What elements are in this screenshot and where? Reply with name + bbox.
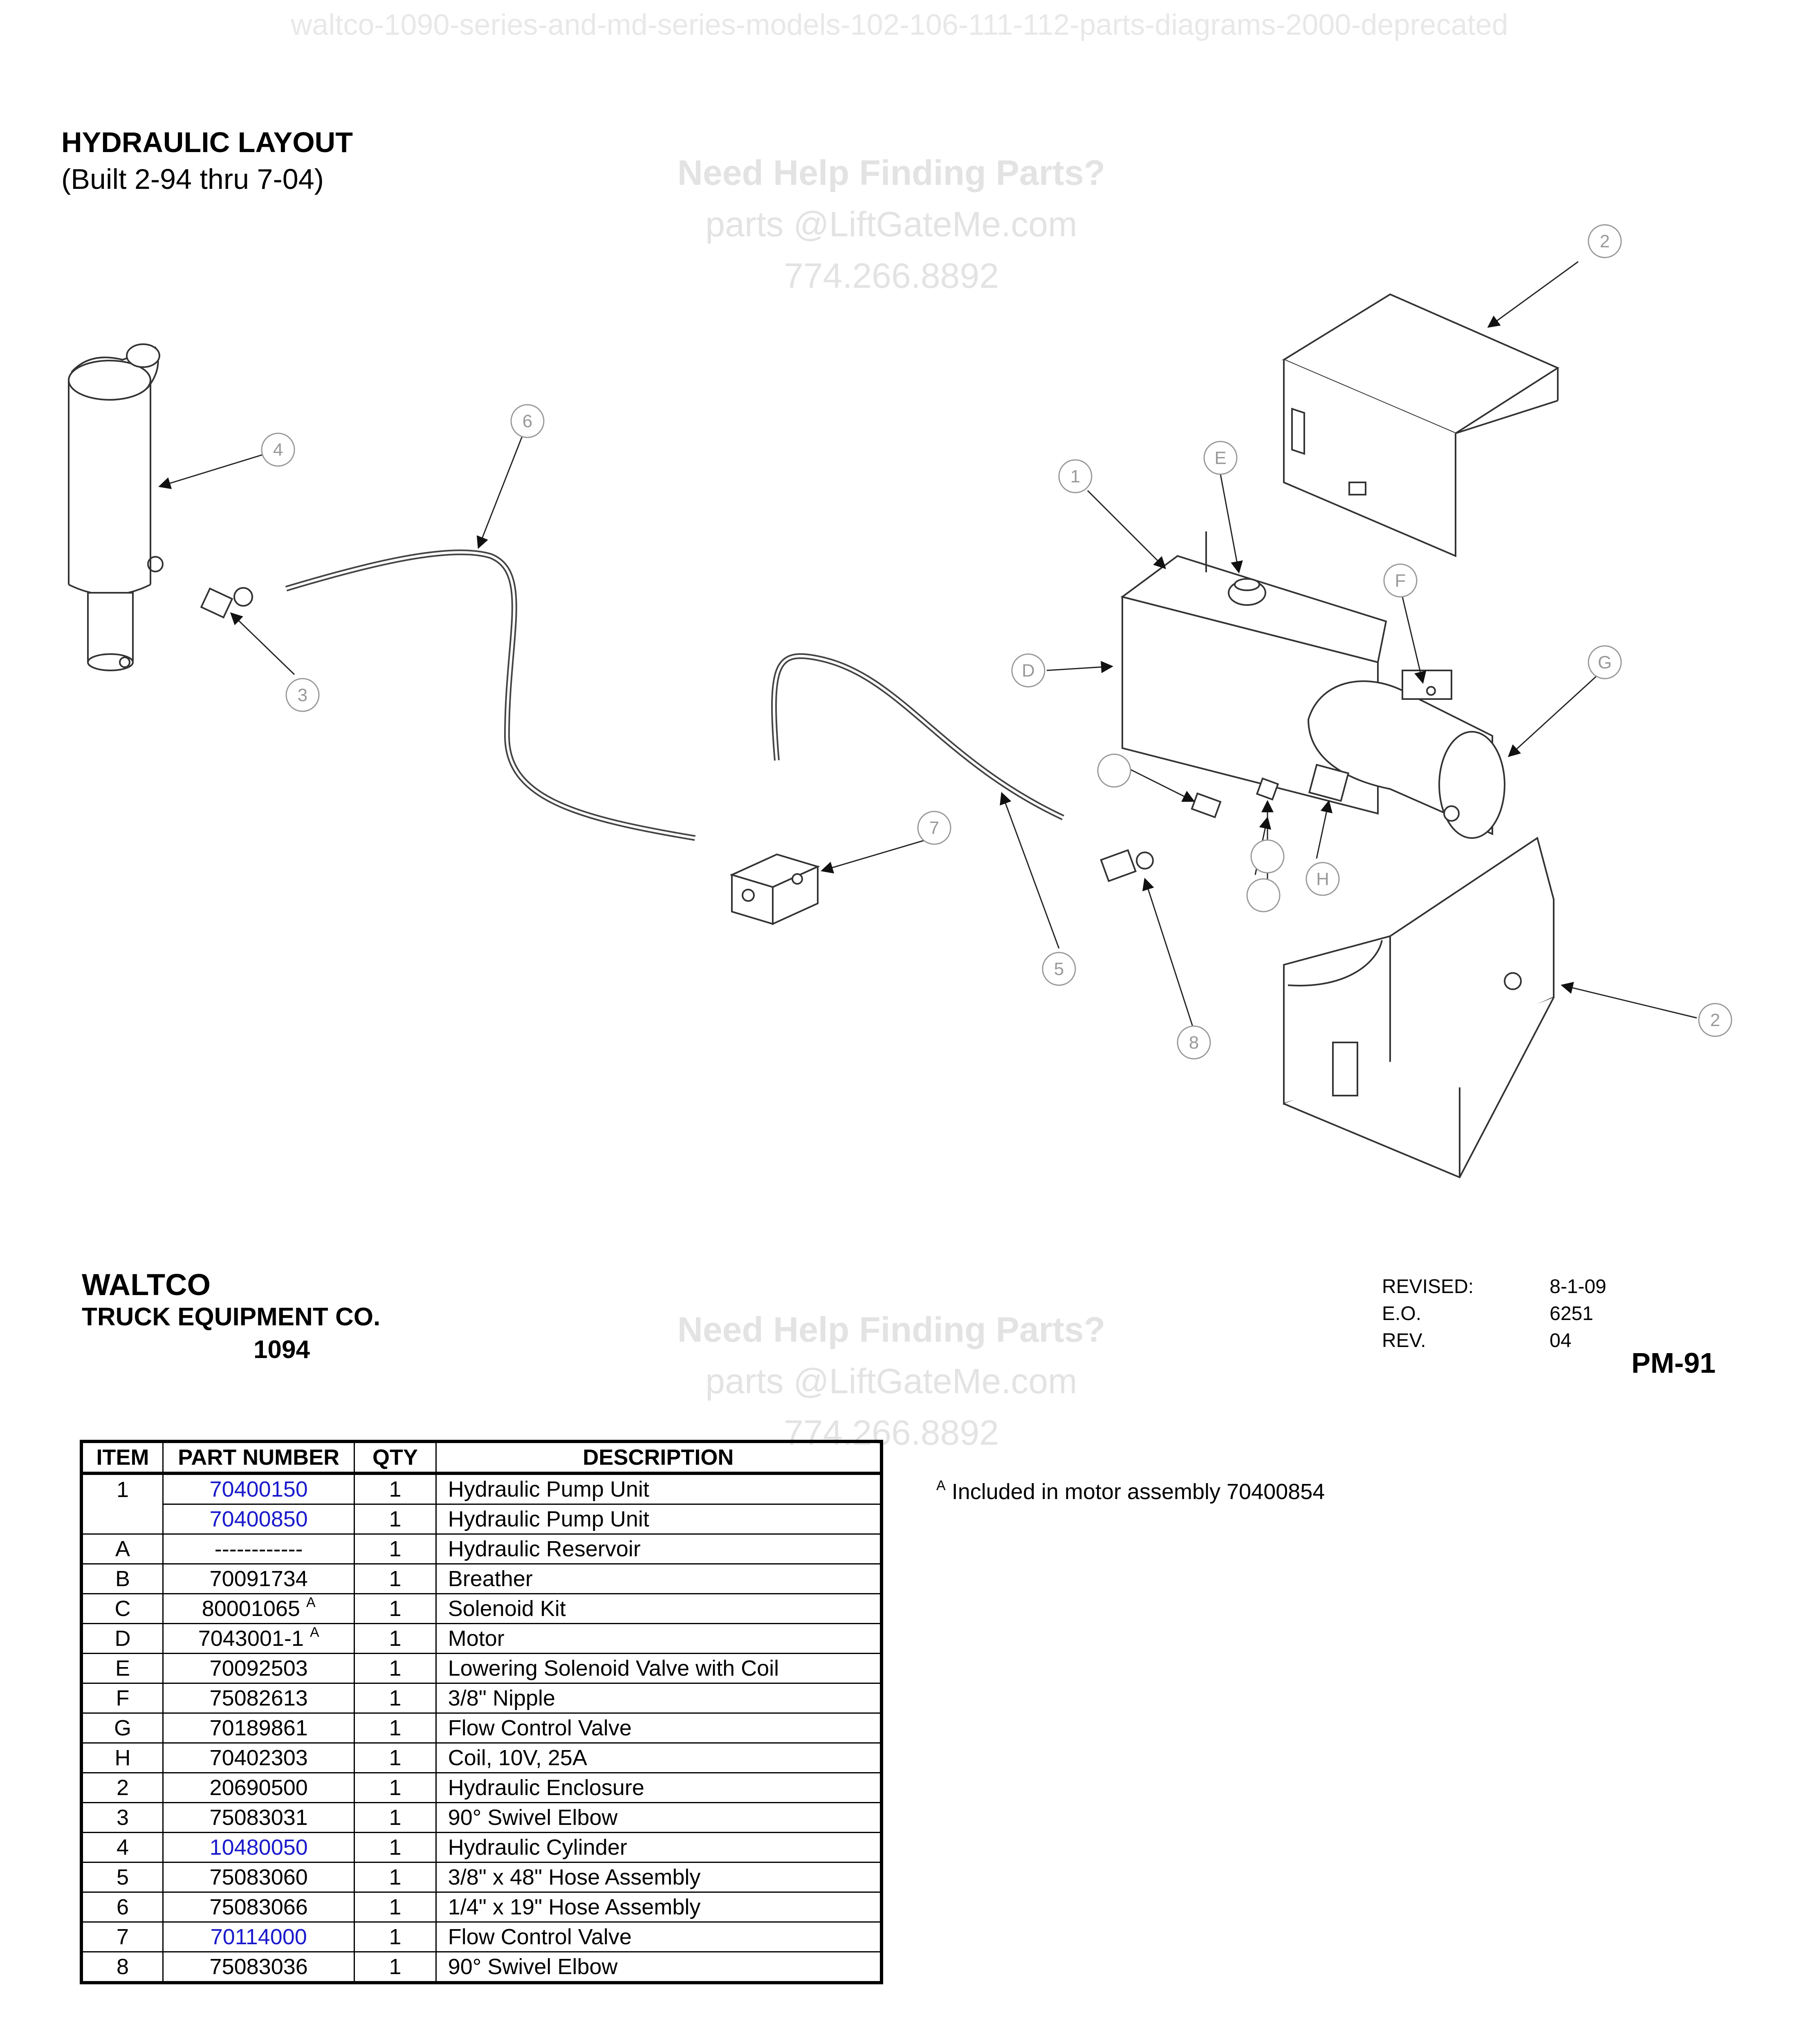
help-line-1: Need Help Finding Parts? [677,1310,1106,1349]
cell-part-number [163,1624,354,1654]
svg-text:4: 4 [273,440,283,460]
page-subtitle: (Built 2-94 thru 7-04) [61,163,324,195]
table-row [81,1654,882,1683]
table-row [81,1833,882,1862]
footnote-ref: A [306,1595,316,1610]
part-number-text: 20690500 [209,1775,308,1800]
table-row [81,1624,882,1654]
svg-text:H: H [1316,869,1329,889]
cell-description: Coil, 10V, 25A [436,1743,882,1773]
cell-part-number [163,1892,354,1922]
part-number-link[interactable] [163,1504,354,1534]
hydraulic-cylinder [69,344,163,670]
table-row [81,1713,882,1743]
part-number-text[interactable]: 70400850 [209,1507,308,1531]
part-number-text: ------------ [214,1537,303,1561]
hydraulic-enclosure-top [1284,294,1558,556]
company-name: WALTCO [82,1268,211,1302]
svg-text:2: 2 [1599,231,1610,251]
part-number-link[interactable] [163,1833,354,1862]
cell-qty: 1 [354,1833,436,1862]
revised-value: 8-1-09 [1550,1276,1606,1298]
table-row [81,1564,882,1594]
footnote-marker: A [936,1478,946,1493]
cell-qty: 1 [354,1504,436,1534]
part-number-text[interactable]: 10480050 [209,1835,308,1860]
cell-qty: 1 [354,1534,436,1564]
svg-text:5: 5 [1054,959,1064,979]
document-watermark: waltco-1090-series-and-md-series-models-102-106-111-112-parts-diagrams-2000-deprecated [291,9,1508,41]
cell-part-number [163,1713,354,1743]
header-part-number: PART NUMBER [163,1441,354,1473]
rev-value: 04 [1550,1330,1572,1351]
table-row [81,1773,882,1803]
help-line-1: Need Help Finding Parts? [677,153,1106,193]
table-row [81,1683,882,1713]
cell-item: 5 [81,1862,163,1892]
table-row [81,1743,882,1773]
svg-text:3: 3 [297,685,308,705]
part-number-text: 75083036 [209,1954,308,1979]
callout-2-top [1588,225,1621,258]
cell-item: 6 [81,1892,163,1922]
eo-value: 6251 [1550,1303,1593,1325]
part-number-text[interactable]: 70114000 [210,1925,307,1949]
cell-description: Flow Control Valve [436,1713,882,1743]
callout-1 [1059,460,1092,493]
cell-qty: 1 [354,1773,436,1803]
cell-item: 2 [81,1773,163,1803]
swivel-elbow-8 [1101,850,1153,881]
cell-part-number [163,1594,354,1624]
part-number-link[interactable] [163,1473,354,1504]
cell-qty: 1 [354,1564,436,1594]
part-number-text: 75083031 [209,1805,308,1830]
callout-4 [262,433,294,466]
table-row [81,1862,882,1892]
callout-5 [1043,953,1075,985]
header-item: ITEM [81,1441,163,1473]
header-qty: QTY [354,1441,436,1473]
cell-description: Hydraulic Reservoir [436,1534,882,1564]
cell-qty: 1 [354,1594,436,1624]
callout-d [1588,646,1621,679]
company-subtitle: TRUCK EQUIPMENT CO. [82,1303,381,1331]
rev-label: REV. [1382,1330,1426,1351]
cell-qty: 1 [354,1654,436,1683]
cell-item: F [81,1683,163,1713]
parts-table [80,1440,883,1984]
part-number-text: 70091734 [209,1567,308,1591]
cell-description: 90° Swivel Elbow [436,1803,882,1833]
cell-qty: 1 [354,1862,436,1892]
part-number-text: 7043001-1 [198,1626,304,1651]
callout-8 [1178,1026,1210,1059]
cell-qty: 1 [354,1892,436,1922]
cell-part-number [163,1683,354,1713]
svg-text:7: 7 [929,818,940,838]
callout-e [1306,863,1339,895]
part-number-text: 75082613 [209,1686,308,1710]
cell-part-number [163,1952,354,1983]
svg-text:8: 8 [1189,1033,1199,1053]
cell-item: A [81,1534,163,1564]
callout-b [1204,442,1237,474]
part-number-text: 70189861 [209,1716,308,1740]
cell-description: Lowering Solenoid Valve with Coil [436,1654,882,1683]
part-number-text: 80001065 [202,1596,300,1621]
table-row [81,1473,882,1504]
cell-description: 1/4" x 19" Hose Assembly [436,1892,882,1922]
cell-description: Hydraulic Cylinder [436,1833,882,1862]
cell-description: 90° Swivel Elbow [436,1952,882,1983]
cell-part-number [163,1534,354,1564]
cell-item: B [81,1564,163,1594]
flow-control-valve-7 [732,854,818,924]
help-line-3: 774.266.8892 [783,256,999,296]
cell-part-number [163,1862,354,1892]
callout-3 [286,679,319,711]
cell-part-number [163,1743,354,1773]
cell-qty: 1 [354,1683,436,1713]
cell-qty: 1 [354,1624,436,1654]
callout-7 [918,811,951,844]
cell-qty: 1 [354,1473,436,1504]
part-number-text: 70092503 [209,1656,308,1681]
svg-text:G: G [1597,652,1612,672]
table-header-row [81,1441,882,1473]
callout-f [1251,840,1284,873]
cell-qty: 1 [354,1922,436,1952]
part-number-text[interactable]: 70400150 [209,1477,308,1502]
cell-description: Hydraulic Enclosure [436,1773,882,1803]
header-description: DESCRIPTION [436,1441,882,1473]
part-number-text: 70402303 [209,1746,308,1770]
cell-item [81,1504,163,1534]
cell-description: Hydraulic Pump Unit [436,1473,882,1504]
svg-text:1: 1 [1070,466,1081,486]
cell-description: 3/8" Nipple [436,1683,882,1713]
page-code: PM-91 [1631,1347,1716,1379]
cell-item: 4 [81,1833,163,1862]
callout-h [1247,879,1280,912]
callout-2-bottom [1699,1004,1732,1036]
cell-item: G [81,1713,163,1743]
table-row [81,1534,882,1564]
table-row [81,1504,882,1534]
pump-motor [1308,670,1505,838]
eo-label: E.O. [1382,1303,1422,1325]
svg-text:D: D [1022,661,1035,681]
callout-a [1012,654,1045,687]
callout-c [1384,564,1417,597]
table-row [81,1594,882,1624]
cell-item: 8 [81,1952,163,1983]
part-number-text: 75083060 [209,1865,308,1889]
cell-description: Motor [436,1624,882,1654]
cell-item: C [81,1594,163,1624]
cell-description: Hydraulic Pump Unit [436,1504,882,1534]
part-number-text: 75083066 [209,1895,308,1919]
table-row [81,1892,882,1922]
help-watermark-lower [564,1304,1218,1459]
page-title: HYDRAULIC LAYOUT [61,126,353,158]
help-line-2: parts @LiftGateMe.com [705,1362,1077,1401]
cell-item: 7 [81,1922,163,1952]
svg-text:2: 2 [1710,1010,1720,1030]
cell-description: Solenoid Kit [436,1594,882,1624]
cell-item: 1 [81,1473,163,1504]
table-row [81,1952,882,1983]
cell-item: D [81,1624,163,1654]
part-number-link[interactable] [163,1922,354,1952]
cell-item: 3 [81,1803,163,1833]
help-line-3: 774.266.8892 [783,1413,999,1452]
table-row [81,1922,882,1952]
cell-qty: 1 [354,1803,436,1833]
cell-description: Flow Control Valve [436,1922,882,1952]
help-line-2: parts @LiftGateMe.com [705,205,1077,244]
cell-qty: 1 [354,1743,436,1773]
hose-assembly-6 [286,552,695,838]
table-footnote [936,1479,1325,1504]
cell-part-number [163,1564,354,1594]
footnote-text: Included in motor assembly 70400854 [951,1479,1325,1504]
cell-description: 3/8" x 48" Hose Assembly [436,1862,882,1892]
cell-part-number [163,1654,354,1683]
cell-part-number [163,1803,354,1833]
swivel-elbow-3 [201,588,252,617]
cell-qty: 1 [354,1952,436,1983]
cell-qty: 1 [354,1713,436,1743]
company-number: 1094 [253,1336,310,1364]
table-row [81,1803,882,1833]
cell-item: H [81,1743,163,1773]
svg-text:6: 6 [522,411,533,431]
revised-label: REVISED: [1382,1276,1474,1298]
cell-description: Breather [436,1564,882,1594]
callout-6 [511,405,544,437]
callout-g [1098,754,1131,787]
svg-text:E: E [1214,448,1227,468]
cell-part-number [163,1773,354,1803]
cell-item: E [81,1654,163,1683]
svg-text:F: F [1395,571,1406,591]
footnote-ref: A [310,1625,319,1640]
fitting-g [1192,793,1220,817]
